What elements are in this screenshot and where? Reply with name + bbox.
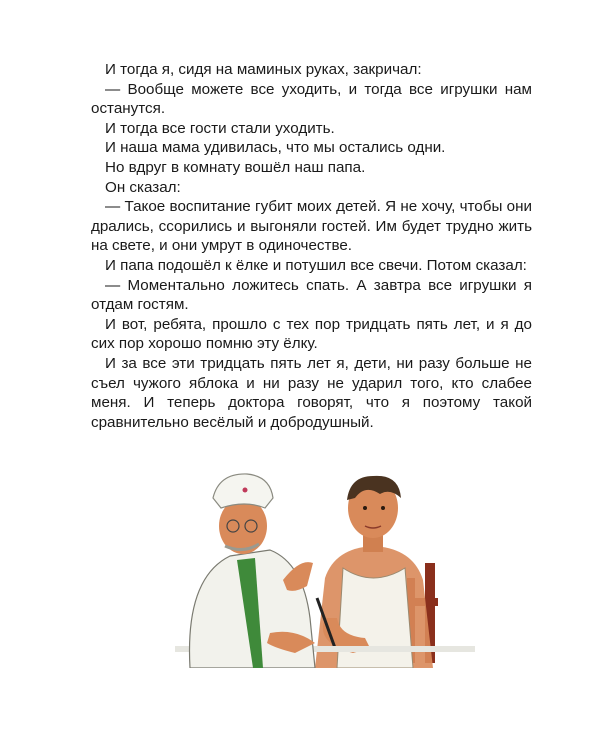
paragraph-9: — Моментально ложитесь спать. А завтра все игрушки я отдам гостям. xyxy=(91,276,532,314)
paragraph-6: Он сказал: xyxy=(105,178,181,196)
paragraph-4: И наша мама удивилась, что мы остались одни. xyxy=(105,139,446,157)
paragraph-1: И тогда я, сидя на маминых руках, закричал: xyxy=(105,61,422,78)
paragraph-11: И за все эти тридцать пять лет я, дети, ни разу больше не съел чужого яблока и ни разу не ударил того, кто слабее меня. И теперь доктора говорят, что я поэтому такой сравнительно весёлый и добродушный. xyxy=(91,354,532,431)
paragraph-10: И вот, ребята, прошло с тех пор тридцать пять лет, и я до сих пор хорошо помню эту ёлку. xyxy=(91,315,532,353)
paragraph-7: — Такое воспитание губит моих детей. Я не хочу, чтобы они дрались, ссорились и выгоняли гостей. Им будет трудно жить на свете, и они умрут в одиночестве. xyxy=(91,198,532,255)
paragraph-8: И папа подошёл к ёлке и потушил все свечи. Потом сказал: xyxy=(105,256,527,274)
paragraph-5: Но вдруг в комнату вошёл наш папа. xyxy=(105,158,366,176)
paragraph-2: — Вообще можете все уходить, и тогда все игрушки нам останутся. xyxy=(91,80,532,118)
boy-figure xyxy=(315,476,433,668)
doctor-and-boy-illustration xyxy=(175,468,475,668)
story-text xyxy=(91,60,532,432)
doctor-figure xyxy=(190,474,316,668)
paragraph-3: И тогда все гости стали уходить. xyxy=(105,119,335,137)
